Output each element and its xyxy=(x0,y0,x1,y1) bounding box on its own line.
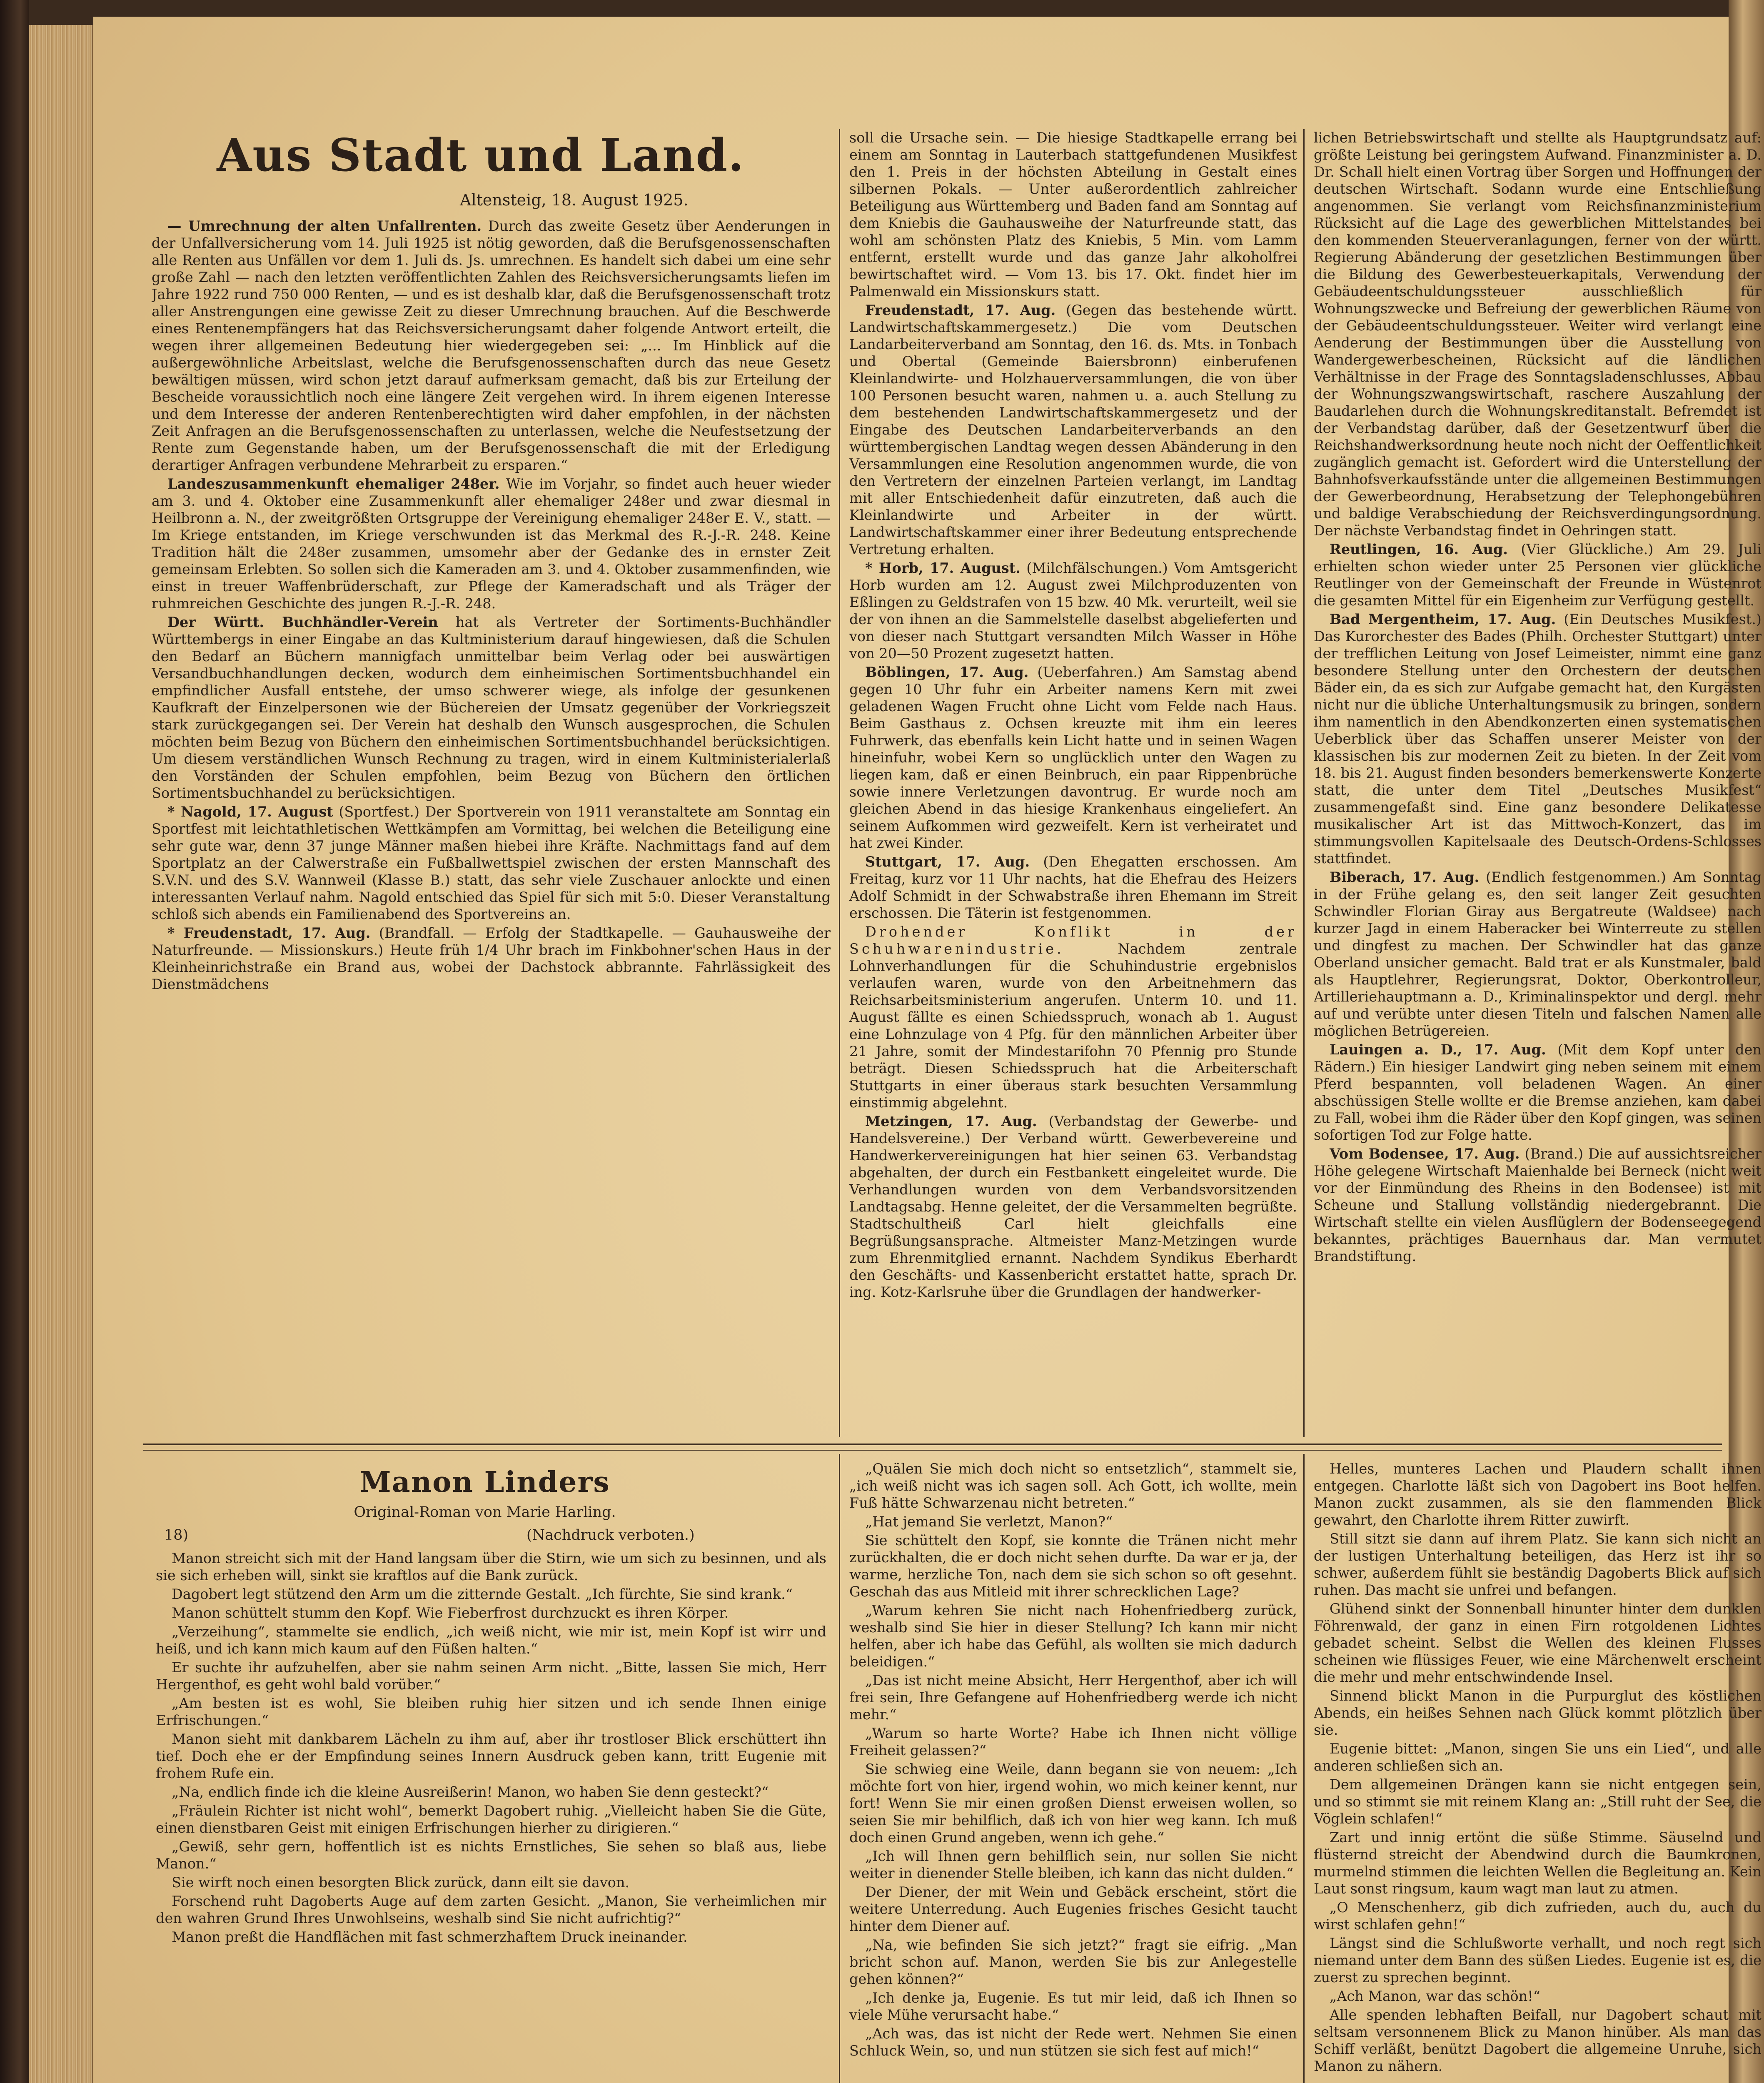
novel-paragraph: „Das ist nicht meine Absicht, Herr Hergenthof, aber ich will frei sein, Ihre Gefangene auf Hohenfriedberg werde ich nicht mehr.“ xyxy=(849,1672,1297,1723)
article-text: (Ueberfahren.) Am Samstag abend gegen 10 Uhr fuhr ein Arbeiter namens Kern mit zwei geladenen Wagen Frucht ohne Licht vom Felde nach Haus. Beim Gasthaus z. Ochsen kreuzte mit ihm ein leeres Fuhrwerk, das ebenfalls kein Licht hatte und in seinen Wagen hineinfuhr, wobei Kern so unglücklich unter den Wagen zu liegen kam, daß er einen Beinbruch, ein paar Rippenbrüche sowie innere Verletzungen davontrug. Er wurde noch am gleichen Abend in das hiesige Krankenhaus eingeliefert. An seinem Aufkommen wird gezweifelt. Kern ist verheiratet und hat zwei Kinder. xyxy=(849,664,1297,851)
novel-paragraph: Dagobert legt stützend den Arm um die zitternde Gestalt. „Ich fürchte, Sie sind krank.“ xyxy=(172,1586,793,1602)
article-paragraph xyxy=(1314,611,1762,867)
novel-paragraph: „Verzeihung“, stammelte sie endlich, „ich weiß nicht, wie mir ist, mein Kopf ist wirr und heiß, und ich kann mich kaum auf den Füßen halten.“ xyxy=(156,1623,826,1657)
novel-paragraph: Manon streicht sich mit der Hand langsam über die Stirn, wie um sich zu besinnen, und als sie sich erheben will, sinkt sie kraftlos auf die Bank zurück. xyxy=(156,1550,826,1583)
novel-paragraph: Manon sieht mit dankbarem Lächeln zu ihm auf, aber ihr trostloser Blick erschüttert ihn tief. Doch ehe er der Empfindung seines Innern Ausdruck geben kann, tritt Eugenie mit frohem Rufe ein. xyxy=(156,1731,826,1781)
article-heading: Bad Mergentheim, 17. Aug. xyxy=(1330,611,1556,627)
article-text: (Ein Deutsches Musikfest.) Das Kurorchester des Bades (Philh. Orchester Stuttgart) unter der trefflichen Leitung von Josef Leimeister, nimmt eine ganz besondere Stellung unter den Orchestern der deutschen Bäder ein, da es sich zur Aufgabe gemacht hat, den Kurgästen nicht nur die übliche Unterhaltungsmusik zu bringen, sondern ihm namentlich in den Abendkonzerten einen systematischen Ueberblick über das Schaffen unserer Meister von der klassischen bis zur modernen Zeit zu bieten. In der Zeit vom 18. bis 21. August finden besonders bemerkenswerte Konzerte statt, die unter dem Titel „Deutsches Musikfest“ zusammengefaßt sind. Eine ganz besondere Delikatesse musikalischer Art ist das Mittwoch-Konzert, das im stimmungsvollen Kapitelsaale des Deutsch-Ordens-Schlosses stattfindet. xyxy=(1314,611,1762,867)
article-heading: Stuttgart, 17. Aug. xyxy=(865,854,1030,870)
article-heading: Der Württ. Buchhändler-Verein xyxy=(167,614,438,630)
novel-paragraph: „Ich denke ja, Eugenie. Es tut mir leid, daß ich Ihnen so viele Mühe verursacht habe.“ xyxy=(849,1990,1297,2023)
news-column-2 xyxy=(849,129,1297,1425)
article-text: (Den Ehegatten erschossen. Am Freitag, kurz vor 11 Uhr nachts, hat die Ehefrau des Heizers Adolf Schmidt in der Schwabstraße ihren Ehemann im Streit erschossen. Die Täterin ist festgenommen. xyxy=(849,854,1297,921)
article-text: (Brandfall. — Erfolg der Stadtkapelle. — Gauhausweihe der Naturfreunde. — Missionskurs.) Heute früh 1/4 Uhr brach im Finkbohner'schen Haus in der Kleinheinrichstraße ein Brand aus, wobei der Dachstock abbrannte. Fahrlässigkeit des Dienstmädchens xyxy=(152,925,831,992)
article-text: Wie im Vorjahr, so findet auch heuer wieder am 3. und 4. Oktober eine Zusammenkunft aller ehemaliger 248er und zwar diesmal in Heilbronn a. N., der zweitgrößten Ortsgruppe der Vereinigung ehemaliger 248er E. V., statt. — Im Kriege entstanden, im Kriege verschwunden ist das Merkmal des R.-J.-R. 248. Keine Tradition hält die 248er zusammen, umsomehr aber der Gedanke des in ernster Zeit gemeinsam Erlebten. So sollen sich die Kameraden am 3. und 4. Oktober zusammenfinden, wie einst in treuer Waffenbrüderschaft, zur Pflege der Kameradschaft und als Träger der ruhmreichen Geschichte des jungen R.-J.-R. 248. xyxy=(152,476,831,612)
novel-paragraph: Still sitzt sie dann auf ihrem Platz. Sie kann sich nicht an der lustigen Unterhaltung beteiligen, das Herz ist ihr so schwer, außerdem fühlt sie beständig Dagoberts Blick auf sich ruhen. Das macht sie unfrei und befangen. xyxy=(1314,1531,1762,1598)
article-heading: — Umrechnung der alten Unfallrenten. xyxy=(167,218,482,234)
article-paragraph xyxy=(1314,1041,1762,1144)
article-paragraph xyxy=(1314,869,1762,1039)
article-paragraph xyxy=(152,614,831,802)
novel-paragraph: Zart und innig ertönt die süße Stimme. Säuselnd und flüsternd streicht der Abendwind durch die Baumkronen, murmelnd stimmen die leichten Wellen die Begleitung an. Kein Laut sonst ringsum, kaum wagt man laut zu atmen. xyxy=(1314,1829,1762,1897)
novel-paragraph: „Am besten ist es wohl, Sie bleiben ruhig hier sitzen und ich sende Ihnen einige Erfrischungen.“ xyxy=(156,1695,826,1728)
article-paragraph xyxy=(1314,1145,1762,1265)
novel-paragraph: „Quälen Sie mich doch nicht so entsetzlich“, stammelt sie, „ich weiß nicht was ich sagen soll. Ach Gott, ich wollte, mein Fuß hätte Schwarzenau nicht betreten.“ xyxy=(849,1461,1297,1511)
novel-title: Manon Linders xyxy=(359,1466,610,1499)
novel-paragraph: „Fräulein Richter ist nicht wohl“, bemerkt Dagobert ruhig. „Vielleicht haben Sie die Güte, einen dienstbaren Geist mit einigen Erfrischungen hierher zu dirigieren.“ xyxy=(156,1803,826,1836)
column-divider xyxy=(839,129,840,1437)
article-paragraph xyxy=(152,217,831,474)
column-divider xyxy=(839,1454,840,2083)
article-text: (Sportfest.) Der Sportverein von 1911 veranstaltete am Sonntag ein Sportfest mit leichtathletischen Wettkämpfen am Vormittag, bei welchen die Beteiligung eine sehr gute war, denn 37 junge Männer maßen hiebei ihre Kräfte. Nachmittags fand auf dem Sportplatz an der Calwerstraße ein Fußballwettspiel zwischen der ersten Mannschaft des S.V.N. und des S.V. Wannweil (Klasse B.) statt, das sehr viele Zuschauer anlockte und einen interessanten Verlauf nahm. Nagold entschied das Spiel für sich mit 5:0. Dieser Veranstaltung schloß sich abends ein Familienabend des Sportvereins an. xyxy=(152,804,831,922)
novel-paragraph: Sie wirft noch einen besorgten Blick zurück, dann eilt sie davon. xyxy=(172,1874,630,1891)
novel-paragraph: Dem allgemeinen Drängen kann sie nicht entgegen sein, und so stimmt sie mit reinem Klang an: „Still ruht der See, die Vöglein schlafen!“ xyxy=(1314,1776,1762,1827)
article-paragraph xyxy=(849,923,1297,1111)
novel-paragraph: Glühend sinkt der Sonnenball hinunter hinter dem dunklen Föhrenwald, der ganz in einen Firn rotgoldenen Lichtes gebadet scheint. Selbst die Wellen des kleinen Flusses scheinen wie flüssiges Feuer, wie eine Märchenwelt erscheint die mehr und mehr entschwindende Insel. xyxy=(1314,1601,1762,1685)
article-paragraph xyxy=(849,129,1297,300)
article-heading: Lauingen a. D., 17. Aug. xyxy=(1330,1042,1546,1058)
page-edges xyxy=(29,25,93,2083)
novel-paragraph: „Ach was, das ist nicht der Rede wert. Nehmen Sie einen Schluck Wein, so, und nun stützen sie sich fest auf mich!“ xyxy=(849,2026,1297,2059)
novel-paragraph: Sie schüttelt den Kopf, sie konnte die Tränen nicht mehr zurückhalten, die er doch nicht sehen durfte. Da war er ja, der warme, herzliche Ton, nach dem sie sich schon so oft gesehnt. Geschah das aus Mitleid mit ihrer schrecklichen Lage? xyxy=(849,1532,1297,1600)
column-divider xyxy=(1303,129,1305,1437)
article-paragraph xyxy=(1314,129,1762,539)
article-heading: Freudenstadt, 17. Aug. xyxy=(865,302,1056,318)
novel-paragraph: „Hat jemand Sie verletzt, Manon?“ xyxy=(865,1514,1113,1530)
article-paragraph xyxy=(849,853,1297,922)
article-text: Durch das zweite Gesetz über Aenderungen in der Unfallversicherung vom 14. Juli 1925 ist nötig geworden, daß die Berufsgenossenschaften alle Renten aus Unfällen vor dem 1. Juli ds. Js. umrechnen. Es handelt sich dabei um eine sehr große Zahl — nach den letzten veröffentlichten Zahlen des Reichsversicherungsamts liefen im Jahre 1922 rund 750 000 Renten, — und es ist deshalb klar, daß die Berufsgenossenschaft trotz aller Anstrengungen eine gewisse Zeit zu dieser Umrechnung brauchen. Auf die Beschwerde eines Rentenempfängers hat das Reichsversicherungsamt daher folgende Antwort erteilt, die wegen ihrer allgemeinen Bedeutung hier wiedergegeben sei: „... Im Hinblick auf die außergewöhnliche Arbeitslast, welche die Berufsgenossenschaften durch das neue Gesetz bewältigen müssen, wird schon jetzt darauf aufmerksam gemacht, daß bis zur Erteilung der Bescheide voraussichtlich noch eine längere Zeit vergehen wird. In ihrem eigenen Interesse und dem Interesse der anderen Rentenberechtigten wird daher empfohlen, in der nächsten Zeit Anfragen an die Berufsgenossenschaften zu unterlassen, welche die Neufestsetzung der Rente zum Gegenstande haben, um der Berufsgenossenschaft die mit der Erledigung derartiger Anfragen verbundene Mehrarbeit zu ersparen.“ xyxy=(152,218,831,473)
novel-paragraph: Längst sind die Schlußworte verhallt, und noch regt sich niemand unter dem Bann des süßen Liedes. Eugenie ist es, die zuerst zu sprechen beginnt. xyxy=(1314,1935,1762,1986)
novel-paragraph: Sinnend blickt Manon in die Purpurglut des köstlichen Abends, ein heißes Sehnen nach Glück kommt plötzlich über sie. xyxy=(1314,1688,1762,1738)
reprint-notice: (Nachdruck verboten.) xyxy=(526,1527,695,1544)
newspaper-page xyxy=(93,17,1762,2083)
novel-paragraph: Der Diener, der mit Wein und Gebäck erscheint, stört die weitere Unterredung. Auch Eugenies frisches Gesicht taucht hinter dem Diener auf. xyxy=(849,1884,1297,1934)
article-text: (Brand.) Die auf aussichtsreicher Höhe gelegene Wirtschaft Maienhalde bei Berneck (nicht weit vor der Einmündung des Rheins in den Bodensee) ist mit Scheune und Stallung vollständig niedergebrannt. Die Wirtschaft stellte ein vielen Ausflüglern der Bodenseegegend bekanntes, prächtiges Bauernhaus dar. Man vermutet Brandstiftung. xyxy=(1314,1146,1762,1264)
news-column-1 xyxy=(152,217,831,1426)
novel-author-line: Original-Roman von Marie Harling. xyxy=(354,1504,616,1521)
novel-paragraph: Er suchte ihr aufzuhelfen, aber sie nahm seinen Arm nicht. „Bitte, lassen Sie mich, Herr Hergenthof, es geht wohl bald vorüber.“ xyxy=(156,1659,826,1693)
article-heading: Metzingen, 17. Aug. xyxy=(865,1113,1037,1129)
novel-paragraph: „Gewiß, sehr gern, hoffentlich ist es nichts Ernstliches, Sie sehen so blaß aus, liebe Manon.“ xyxy=(156,1838,826,1872)
novel-paragraph: Manon schüttelt stumm den Kopf. Wie Fieberfrost durchzuckt es ihren Körper. xyxy=(172,1605,729,1621)
article-text: (Endlich festgenommen.) Am Sonntag in der Frühe gelang es, den seit langer Zeit gesuchten Schwindler Florian Giray aus Bergatreute (Waldsee) nach kurzer Jagd in einem Haberacker bei Winterreute zu stellen und dingfest zu machen. Der Schwindler hat das ganze Oberland unsicher gemacht. Bald trat er als Kunstmaler, bald als Hauptlehrer, Regierungsrat, Doktor, Oberkontrolleur, Artilleriehauptmann a. D., Kriminalinspektor und dergl. mehr auf und verübte unter diesen Titeln und falschen Namen alle möglichen Betrügereien. xyxy=(1314,869,1762,1039)
article-text: hat als Vertreter der Sortiments-Buchhändler Württembergs in einer Eingabe an das Kultministerium darauf hingewiesen, daß die Schulen den Bedarf an Büchern mannigfach unmittelbar beim Verlag oder bei auswärtigen Versandbuchhandlungen decken, wodurch dem einheimischen Sortimentsbuchhandel ein empfindlicher Ausfall entstehe, der umso schwerer wiege, als infolge der gesunkenen Kaufkraft der Einzelpersonen wie der Büchereien der Umsatz gegenüber der Vorkriegszeit stark zurückgegangen sei. Der Verein hat deshalb den Wunsch ausgesprochen, die Schulen möchten beim Bezug von Büchern den einheimischen Sortimentsbuchhandel berücksichtigen. Um diesem verständlichen Wunsch Rechnung zu tragen, wird in einem Kultministerialerlaß den Vorständen der Schulen empfohlen, beim Bezug von Büchern den örtlichen Sortimentsbuchhandel zu berücksichtigen. xyxy=(152,614,831,801)
novel-paragraph: Alle spenden lebhaften Beifall, nur Dagobert schaut mit seltsam versonnenem Blick zu Manon hinüber. Als man das Schiff verläßt, benützt Dagobert die allgemeine Unruhe, sich Manon zu nähern. xyxy=(1314,2007,1762,2074)
article-heading: Reutlingen, 16. Aug. xyxy=(1330,541,1508,557)
article-heading: * Freudenstadt, 17. Aug. xyxy=(167,925,371,941)
novel-paragraph: „O Menschenherz, gib dich zufrieden, auch du, auch du wirst schlafen gehn!“ xyxy=(1314,1899,1762,1933)
novel-column-2 xyxy=(849,1460,1297,2083)
article-heading: Vom Bodensee, 17. Aug. xyxy=(1330,1146,1520,1162)
novel-paragraph: Manon preßt die Handflächen mit fast schmerzhaftem Druck ineinander. xyxy=(172,1929,688,1945)
dateline: Altensteig, 18. August 1925. xyxy=(460,191,689,209)
article-paragraph xyxy=(152,475,831,612)
novel-paragraph: „Ich will Ihnen gern behilflich sein, nur sollen Sie nicht weiter in dienender Stelle bleiben, ich kann das nicht dulden.“ xyxy=(849,1848,1297,1881)
novel-paragraph: „Warum so harte Worte? Habe ich Ihnen nicht völlige Freiheit gelassen?“ xyxy=(849,1725,1297,1758)
column-divider xyxy=(1303,1454,1305,2083)
article-text: (Gegen das bestehende württ. Landwirtschaftskammergesetz.) Die vom Deutschen Landarbeiterverband am Sonntag, den 16. ds. Mts. in Tonbach und Obertal (Gemeinde Baiersbronn) einberufenen Kleinlandwirte- und Holzhauerversammlungen, die von über 100 Personen besucht waren, nahmen u. a. auch Stellung zu dem bestehenden Landwirtschaftskammergesetz und der Eingabe des Deutschen Landarbeiterverbands an den württembergischen Landtag wegen dessen Abänderung in den Versammlungen eine Resolution angenommen wurde, die von den Vertretern der einzelnen Parteien verlangt, im Landtag mit aller Entschiedenheit dafür einzutreten, daß auch die Kleinlandwirte und Arbeiter in der württ. Landwirtschaftskammer einer ihrer Bedeutung entsprechende Vertretung erhalten. xyxy=(849,302,1297,557)
novel-paragraph: „Warum kehren Sie nicht nach Hohenfriedberg zurück, weshalb sind Sie hier in dieser Stellung? Ich kann mir nicht helfen, aber ich habe das Gefühl, als wollten sie mich dadurch beleidigen.“ xyxy=(849,1602,1297,1670)
news-column-3 xyxy=(1314,129,1762,1425)
novel-paragraph: Eugenie bittet: „Manon, singen Sie uns ein Lied“, und alle anderen schließen sich an. xyxy=(1314,1741,1762,1774)
article-text: (Verbandstag der Gewerbe- und Handelsvereine.) Der Verband württ. Gewerbevereine und Handwerkervereinigungen hat hier seinen 63. Verbandstag abgehalten, der durch ein Festbankett eingeleitet wurde. Die Verhandlungen wurden von dem Verbandsvorsitzenden Landtagsabg. Henne geleitet, der die Versammelten begrüßte. Stadtschultheiß Carl hielt gleichfalls eine Begrüßungsansprache. Altmeister Manz-Metzingen wurde zum Ehrenmitglied ernannt. Nachdem Syndikus Eberhardt den Geschäfts- und Kassenbericht erstattet hatte, sprach Dr. ing. Kotz-Karlsruhe über die Grundlagen der handwerker- xyxy=(849,1113,1297,1300)
novel-column-1 xyxy=(156,1550,826,2083)
section-separator xyxy=(143,1444,1722,1445)
novel-paragraph: „Na, endlich finde ich die kleine Ausreißerin! Manon, wo haben Sie denn gesteckt?“ xyxy=(172,1784,769,1800)
novel-paragraph: „Ach Manon, war das schön!“ xyxy=(1330,1988,1540,2004)
article-heading: * Nagold, 17. August xyxy=(167,804,333,820)
article-heading-spaced: Drohender Konflikt in der Schuhwarenindustrie. xyxy=(849,924,1297,957)
article-text: soll die Ursache sein. — Die hiesige Stadtkapelle errang bei einem am Sonntag in Lauterbach stattgefundenen Musikfest den 1. Preis in der höchsten Abteilung in Gestalt eines silbernen Pokals. — Unter außerordentlich zahlreicher Beteiligung aus Württemberg und Baden fand am Sonntag auf dem Kniebis die Gauhausweihe der Naturfreunde statt, das wohl am schönsten Platz des Kniebis, 5 Min. vom Lamm entfernt, erstellt wurde und das ganze Jahr alkoholfrei bewirtschaftet wird. — Vom 13. bis 17. Okt. findet hier im Palmenwald ein Missionskurs statt. xyxy=(849,130,1297,300)
article-text: (Milchfälschungen.) Vom Amtsgericht Horb wurden am 12. August zwei Milchproduzenten von Eßlingen zu Geldstrafen von 15 bzw. 40 Mk. verurteilt, weil sie der von ihnen an die Sammelstelle daselbst abgelieferten und von dieser nach Stuttgart versandten Milch Wasser in Höhe von 20—50 Prozent zugesetzt hatten. xyxy=(849,560,1297,662)
article-paragraph xyxy=(849,664,1297,852)
article-heading: Böblingen, 17. Aug. xyxy=(865,664,1029,680)
novel-chapter-number: 18) xyxy=(164,1527,189,1544)
novel-paragraph: Helles, munteres Lachen und Plaudern schallt ihnen entgegen. Charlotte läßt sich von Dagobert ins Boot helfen. Manon zuckt zusammen, als sie den flammenden Blick gewahrt, den Charlotte ihrem Ritter zuwirft. xyxy=(1314,1461,1762,1528)
novel-paragraph: „Na, wie befinden Sie sich jetzt?“ fragt sie eifrig. „Man bricht schon auf. Manon, werden Sie bis zur Anlegestelle gehen können?“ xyxy=(849,1937,1297,1987)
book-spine xyxy=(0,0,29,2083)
novel-paragraph: Forschend ruht Dagoberts Auge auf dem zarten Gesicht. „Manon, Sie verheimlichen mir den wahren Grund Ihres Unwohlseins, weshalb sind Sie nicht aufrichtig?“ xyxy=(156,1893,826,1926)
article-heading: Biberach, 17. Aug. xyxy=(1330,869,1480,885)
article-text: Nachdem zentrale Lohnverhandlungen für die Schuhindustrie ergebnislos verlaufen waren, wurde von den Arbeitnehmern das Reichsarbeitsministerium angerufen. Unterm 10. und 11. August fällte es einen Schiedsspruch, wonach ab 1. August eine Lohnzulage von 4 Pfg. für den männlichen Arbeiter über 21 Jahre, somit der Mindestarifohn 70 Pfennig pro Stunde beträgt. Diesen Schiedsspruch hat die Arbeiterschaft Stuttgarts in einer überaus stark besuchten Versammlung einstimmig abgelehnt. xyxy=(849,941,1297,1111)
article-paragraph xyxy=(849,1113,1297,1301)
article-paragraph xyxy=(152,803,831,923)
section-separator-thin xyxy=(143,1450,1722,1451)
article-text: (Vier Glückliche.) Am 29. Juli erhielten schon wieder unter 25 Personen vier glückliche Reutlinger von der Gemeinschaft der Freunde in Wüstenrot die gesamten Mittel für ein Eigenheim zur Verfügung gestellt. xyxy=(1314,541,1762,609)
article-text: lichen Betriebswirtschaft und stellte als Hauptgrundsatz auf: größte Leistung bei geringstem Aufwand. Finanzminister a. D. Dr. Schall hielt einen Vortrag über Sorgen und Hoffnungen der deutschen Wirtschaft. Sodann wurde eine Entschließung angenommen. Sie verlangt vom Reichsfinanzministerium Rücksicht auf die Lage des gewerblichen Mittelstandes bei den kommenden Steuerveranlagungen, ferner von der württ. Regierung Abänderung der gesetzlichen Bestimmungen über die Bildung des Gewerbesteuerkapitals, Verwendung der Gebäudeentschuldungssteuer ausschließlich für Wohnungszwecke und Befreiung der gewerblichen Räume von der Gebäudeentschuldungssteuer. Weiter wird verlangt eine Aenderung der Bestimmungen über die Ausstellung von Wandergewerbescheinen, Rücksicht auf die ländlichen Verhältnisse in der Frage des Sonntagsladenschlusses, Abbau der Wohnungszwangswirtschaft, raschere Auszahlung der Baudarlehen durch die Wohnungskreditanstalt. Befremdet ist der Verbandstag darüber, daß der Gesetzentwurf über die Reichshandwerksordnung heute noch nicht der Oeffentlichkeit zugänglich gemacht ist. Gefordert wird die Unterstellung der Bahnhofsverkaufsstände unter die allgemeinen Bestimmungen der Gewerbeordnung, Herabsetzung der Telephongebühren und baldige Verabschiedung der Reichsverdingungsordnung. Der nächste Verbandstag findet in Oehringen statt. xyxy=(1314,130,1762,539)
section-title: Aus Stadt und Land. xyxy=(217,129,745,182)
article-heading: Landeszusammenkunft ehemaliger 248er. xyxy=(167,476,500,492)
article-text: (Mit dem Kopf unter den Rädern.) Ein hiesiger Landwirt ging neben seinem mit einem Pferd bespannten, voll beladenen Wagen. An einer abschüssigen Stelle wollte er die Bremse anziehen, kam dabei zu Fall, wobei ihm die Räder über den Kopf gingen, was seinen sofortigen Tod zur Folge hatte. xyxy=(1314,1042,1762,1143)
article-paragraph xyxy=(849,302,1297,558)
article-paragraph xyxy=(849,559,1297,662)
article-paragraph xyxy=(1314,541,1762,609)
novel-column-3 xyxy=(1314,1460,1762,2083)
article-paragraph xyxy=(152,924,831,993)
article-heading: * Horb, 17. August. xyxy=(865,560,1020,576)
novel-paragraph: Sie schwieg eine Weile, dann begann sie von neuem: „Ich möchte fort von hier, irgend wohin, wo mich keiner kennt, nur fort! Wenn Sie mir einen großen Dienst erweisen wollen, so seien Sie mir behilflich, daß ich von hier weg kann. Ich muß doch einen Grund angeben, wenn ich gehe.“ xyxy=(849,1761,1297,1846)
